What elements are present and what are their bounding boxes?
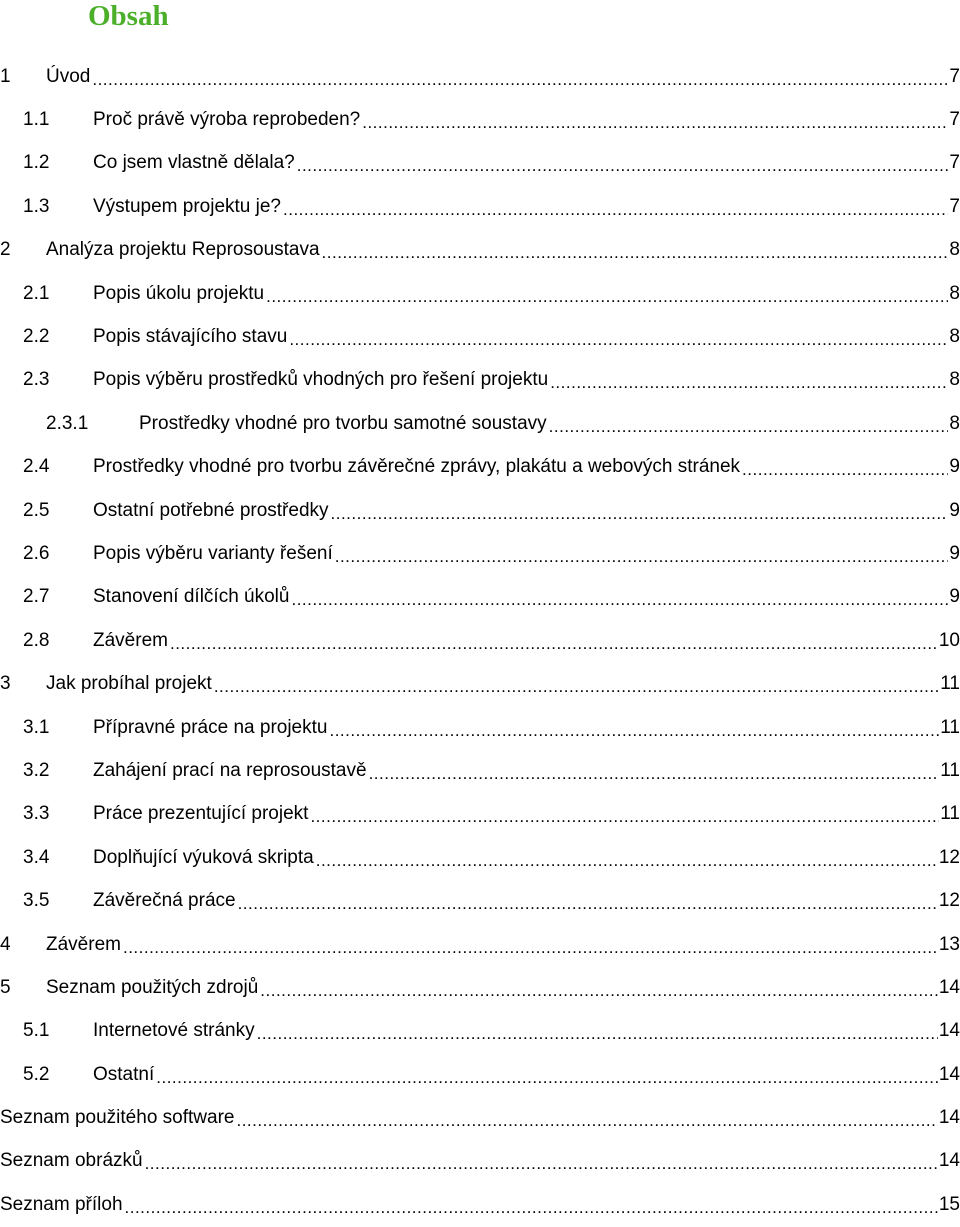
toc-entry-page-number: 7	[949, 152, 960, 174]
toc-entry-number: 3	[0, 673, 11, 695]
toc-entry-page-number: 9	[949, 499, 960, 521]
toc-dot-leader	[742, 461, 948, 483]
toc-entry-page-number: 11	[940, 759, 960, 781]
toc-entry[interactable]	[0, 749, 960, 792]
toc-entry-page-number: 9	[949, 586, 960, 608]
toc-dot-leader	[257, 1025, 938, 1047]
toc-entry-title: Doplňující výuková skripta	[93, 846, 314, 868]
toc-entry-page-number: 11	[940, 803, 960, 825]
toc-entry-page-number: 7	[949, 65, 960, 87]
toc-dot-leader	[335, 548, 949, 570]
toc-dot-leader	[283, 201, 948, 223]
toc-dot-leader	[266, 288, 948, 310]
toc-entry-number: 1.1	[23, 109, 50, 131]
toc-dot-leader	[170, 635, 938, 657]
toc-entry-page-number: 14	[938, 1020, 960, 1042]
toc-entry[interactable]	[0, 1053, 960, 1096]
toc-entry-page-number: 14	[938, 1150, 960, 1172]
toc-entry[interactable]	[0, 272, 960, 315]
toc-entry-title: Ostatní	[93, 1063, 155, 1085]
toc-entry-number: 2.3	[23, 369, 50, 391]
toc-entry-title: Stanovení dílčích úkolů	[93, 586, 290, 608]
toc-entry-number: 1.2	[23, 152, 50, 174]
toc-entry[interactable]	[0, 836, 960, 879]
toc-dot-leader	[92, 71, 948, 93]
toc-title: Obsah	[88, 0, 169, 32]
toc-entry-title: Přípravné práce na projektu	[93, 716, 328, 738]
toc-entry-number: 3.3	[23, 803, 50, 825]
toc-entry-number: 1	[0, 65, 11, 87]
toc-entry-page-number: 10	[938, 629, 960, 651]
toc-entry-page-number: 14	[938, 1063, 960, 1085]
toc-entry-number: 5.1	[23, 1020, 50, 1042]
toc-dot-leader	[297, 157, 949, 179]
toc-entry-page-number: 11	[940, 673, 960, 695]
toc-entry-number: 3.2	[23, 759, 50, 781]
toc-entry-title: Seznam obrázků	[0, 1150, 143, 1172]
toc-entry-title: Proč právě výroba reprobeden?	[93, 109, 361, 131]
toc-entry[interactable]	[0, 576, 960, 619]
toc-entry[interactable]	[0, 98, 960, 141]
toc-entry-title: Úvod	[46, 65, 91, 87]
toc-entry-page-number: 8	[949, 369, 960, 391]
toc-entry-page-number: 12	[938, 890, 960, 912]
toc-entry-title: Seznam příloh	[0, 1193, 123, 1215]
toc-entry-page-number: 13	[938, 933, 960, 955]
toc-entry-number: 2	[0, 239, 11, 261]
toc-entry[interactable]	[0, 55, 960, 98]
toc-entry-page-number: 7	[949, 195, 960, 217]
toc-entry-title: Výstupem projektu je?	[93, 195, 281, 217]
toc-entry-title: Závěrem	[93, 629, 168, 651]
toc-dot-leader	[145, 1155, 938, 1177]
toc-entry-title: Popis výběru prostředků vhodných pro řešení projektu	[93, 369, 549, 391]
toc-dot-leader	[289, 331, 948, 353]
toc-entry-number: 3.4	[23, 846, 50, 868]
toc-entry-page-number: 15	[938, 1193, 960, 1215]
toc-entry-number: 2.1	[23, 282, 50, 304]
toc-entry-number: 2.6	[23, 542, 50, 564]
toc-entry[interactable]	[0, 185, 960, 228]
toc-entry-number: 3.1	[23, 716, 50, 738]
toc-dot-leader	[550, 374, 948, 396]
toc-entry[interactable]	[0, 1140, 960, 1183]
toc-entry-number: 5.2	[23, 1063, 50, 1085]
toc-entry-title: Jak probíhal projekt	[46, 673, 212, 695]
toc-dot-leader	[331, 505, 949, 527]
toc-entry-title: Závěrem	[46, 933, 121, 955]
toc-entry[interactable]	[0, 315, 960, 358]
toc-entry[interactable]	[0, 619, 960, 662]
toc-entry[interactable]	[0, 142, 960, 185]
toc-dot-leader	[214, 678, 939, 700]
toc-entry-page-number: 14	[938, 1107, 960, 1129]
toc-entry[interactable]	[0, 1010, 960, 1053]
toc-dot-leader	[291, 591, 948, 613]
toc-entry-title: Závěrečná práce	[93, 890, 236, 912]
toc-entry-title: Co jsem vlastně dělala?	[93, 152, 295, 174]
toc-entry-title: Analýza projektu Reprosoustava	[46, 239, 320, 261]
toc-dot-leader	[236, 1112, 937, 1134]
toc-entry-page-number: 8	[949, 239, 960, 261]
toc-dot-leader	[123, 939, 938, 961]
toc-entry-title: Popis stávajícího stavu	[93, 326, 288, 348]
toc-entry-page-number: 12	[938, 846, 960, 868]
toc-entry-page-number: 7	[949, 109, 960, 131]
toc-entry-title: Ostatní potřebné prostředky	[93, 499, 329, 521]
toc-dot-leader	[369, 765, 940, 787]
toc-list	[0, 55, 960, 1227]
toc-entry-number: 4	[0, 933, 11, 955]
toc-entry-page-number: 9	[949, 456, 960, 478]
toc-entry[interactable]	[0, 446, 960, 489]
toc-entry[interactable]	[0, 532, 960, 575]
toc-entry-title: Popis úkolu projektu	[93, 282, 265, 304]
toc-entry-number: 2.7	[23, 586, 50, 608]
toc-dot-leader	[310, 808, 939, 830]
toc-entry-page-number: 8	[949, 282, 960, 304]
toc-entry-page-number: 11	[940, 716, 960, 738]
toc-dot-leader	[316, 852, 938, 874]
toc-entry[interactable]	[0, 793, 960, 836]
toc-dot-leader	[260, 982, 938, 1004]
toc-entry-title: Zahájení prací na reprosoustavě	[93, 759, 367, 781]
toc-dot-leader	[549, 418, 949, 440]
toc-entry[interactable]	[0, 1183, 960, 1226]
toc-entry-page-number: 9	[949, 542, 960, 564]
toc-entry-number: 2.4	[23, 456, 50, 478]
toc-entry[interactable]	[0, 662, 960, 705]
toc-entry-title: Popis výběru varianty řešení	[93, 542, 333, 564]
toc-entry[interactable]	[0, 879, 960, 922]
toc-entry[interactable]	[0, 229, 960, 272]
toc-dot-leader	[329, 722, 939, 744]
toc-entry-page-number: 14	[938, 976, 960, 998]
toc-entry-number: 1.3	[23, 195, 50, 217]
toc-entry-number: 2.8	[23, 629, 50, 651]
toc-entry[interactable]	[0, 706, 960, 749]
toc-entry-page-number: 8	[949, 412, 960, 434]
toc-entry[interactable]	[0, 923, 960, 966]
toc-entry-title: Práce prezentující projekt	[93, 803, 309, 825]
toc-entry-number: 2.2	[23, 326, 50, 348]
toc-entry-title: Seznam použitých zdrojů	[46, 976, 259, 998]
toc-entry-title: Prostředky vhodné pro tvorbu samotné soustavy	[139, 412, 547, 434]
toc-entry-number: 3.5	[23, 890, 50, 912]
toc-dot-leader	[125, 1199, 938, 1221]
toc-entry-title: Seznam použitého software	[0, 1107, 235, 1129]
toc-dot-leader	[362, 114, 948, 136]
toc-entry-page-number: 8	[949, 326, 960, 348]
toc-entry[interactable]	[0, 966, 960, 1009]
toc-entry-title: Internetové stránky	[93, 1020, 255, 1042]
toc-entry-number: 2.5	[23, 499, 50, 521]
toc-entry[interactable]	[0, 402, 960, 445]
toc-dot-leader	[322, 244, 949, 266]
toc-entry[interactable]	[0, 489, 960, 532]
toc-dot-leader	[238, 895, 938, 917]
toc-dot-leader	[156, 1069, 938, 1091]
toc-entry-title: Prostředky vhodné pro tvorbu závěrečné zprávy, plakátu a webových stránek	[93, 456, 741, 478]
toc-entry[interactable]	[0, 359, 960, 402]
toc-entry-number: 2.3.1	[46, 412, 89, 434]
toc-entry[interactable]	[0, 1096, 960, 1139]
toc-entry-number: 5	[0, 976, 11, 998]
